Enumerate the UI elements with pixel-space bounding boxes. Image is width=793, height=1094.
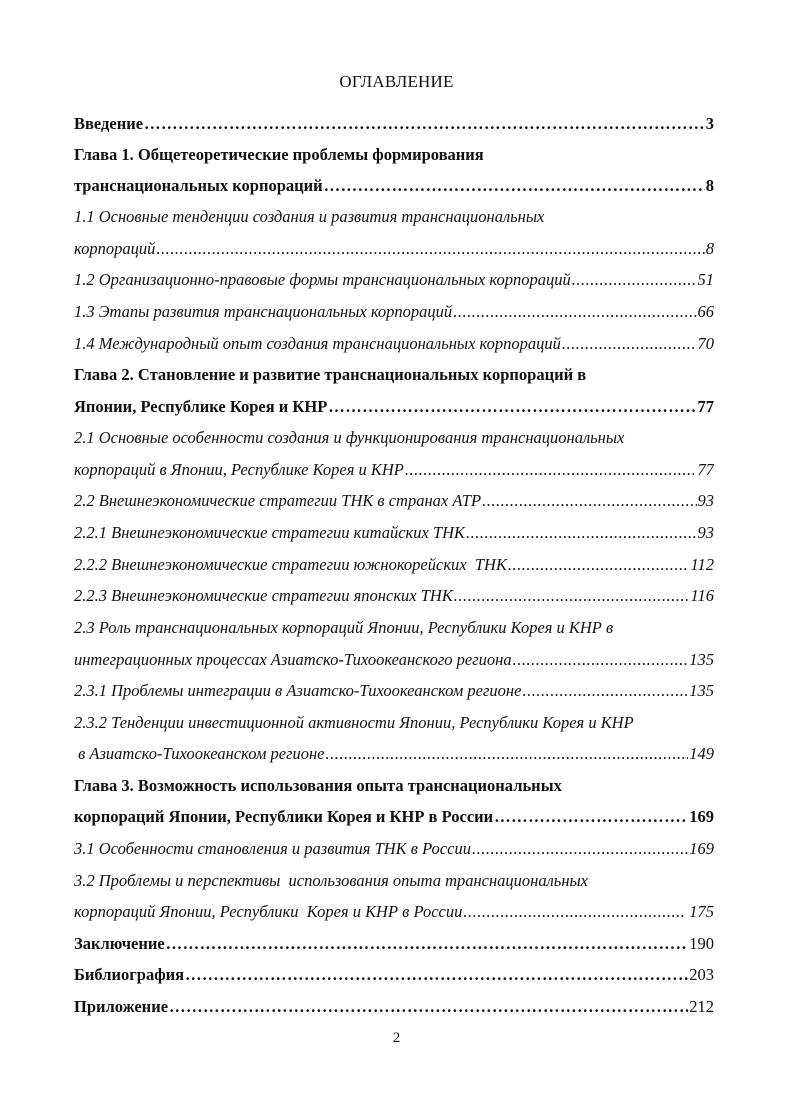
toc-label: 3.1 Особенности становления и развития ТНК в России: [74, 839, 471, 858]
toc-page: 51: [697, 270, 714, 289]
toc-label: Глава 2. Становление и развитие транснациональных корпораций в: [74, 365, 587, 384]
toc-entry-chapter-2-cont[interactable]: [74, 397, 714, 419]
toc-entry-1-3[interactable]: [74, 302, 714, 324]
toc-label: Глава 1. Общетеоретические проблемы формирования: [74, 145, 484, 164]
toc-label: интеграционных процессах Азиатско-Тихоокеанского региона: [74, 650, 512, 669]
toc-leader: [185, 965, 688, 985]
toc-page: 77: [697, 397, 714, 416]
toc-entry-bibliography[interactable]: [74, 965, 714, 987]
toc-label: 1.3 Этапы развития транснациональных корпораций: [74, 302, 453, 321]
toc-page: 169: [689, 839, 714, 858]
toc-entry-2-1[interactable]: [74, 428, 714, 450]
page-title: ОГЛАВЛЕНИЕ: [339, 72, 454, 91]
toc-label: 1.4 Международный опыт создания транснациональных корпораций: [74, 334, 561, 353]
toc-leader: [454, 586, 690, 606]
toc-leader: [169, 997, 688, 1017]
toc-page: 112: [690, 555, 714, 574]
toc-page: 169: [689, 807, 714, 826]
toc-page: 70: [697, 334, 714, 353]
toc-page: 93: [697, 491, 714, 510]
toc-leader: [562, 334, 697, 354]
toc-leader: [482, 491, 696, 511]
toc-entry-1-1[interactable]: [74, 207, 714, 229]
toc-entry-chapter-1[interactable]: [74, 145, 714, 167]
toc-page: 116: [690, 586, 714, 605]
toc-page: 135: [689, 681, 714, 700]
toc-label: 2.2.2 Внешнеэкономические стратегии южнокорейских ТНК: [74, 555, 507, 574]
toc-page: 8: [705, 239, 714, 258]
toc-page: 93: [697, 523, 714, 542]
toc-page: 66: [697, 302, 714, 321]
toc-entry-2-3-2-cont[interactable]: [74, 744, 714, 766]
toc-page: 203: [689, 965, 714, 984]
toc-label: 1.1 Основные тенденции создания и развития транснациональных: [74, 207, 545, 226]
toc-leader: [156, 239, 704, 259]
toc-entry-2-2-2[interactable]: [74, 555, 714, 577]
toc-entry-chapter-1-cont[interactable]: [74, 176, 714, 198]
toc-label: корпораций: [74, 239, 156, 258]
toc-entry-conclusion[interactable]: [74, 934, 714, 956]
toc-entry-3-2-cont[interactable]: [74, 902, 714, 924]
toc-page: 175: [685, 902, 714, 921]
toc-entry-1-2[interactable]: [74, 270, 714, 292]
toc-label: 2.2 Внешнеэкономические стратегии ТНК в странах АТР: [74, 491, 482, 510]
toc-leader: [513, 650, 689, 670]
toc-label: Глава 3. Возможность использования опыта транснациональных: [74, 776, 562, 795]
toc-entry-3-1[interactable]: [74, 839, 714, 861]
toc-leader: [326, 744, 689, 764]
toc-page: 190: [689, 934, 714, 953]
toc-entry-chapter-2[interactable]: [74, 365, 714, 387]
toc-entry-2-2[interactable]: [74, 491, 714, 513]
toc-entry-appendix[interactable]: [74, 997, 714, 1019]
toc-entry-2-3[interactable]: [74, 618, 714, 640]
toc-entry-2-3-cont[interactable]: [74, 650, 714, 672]
toc-label: 1.2 Организационно-правовые формы транснациональных корпораций: [74, 270, 571, 289]
toc-page: 77: [697, 460, 714, 479]
toc-label: Приложение: [74, 997, 169, 1016]
toc-leader: [405, 460, 697, 480]
toc-label: транснациональных корпораций: [74, 176, 323, 195]
toc-label: 3.2 Проблемы и перспективы использования опыта транснациональных: [74, 871, 588, 890]
toc-label: 2.3.2 Тенденции инвестиционной активности Японии, Республики Корея и КНР: [74, 713, 634, 732]
toc-label: в Азиатско-Тихоокеанском регионе: [74, 744, 325, 763]
toc-leader: [324, 176, 705, 196]
page-number: 2: [392, 1030, 401, 1046]
toc-label: 2.2.1 Внешнеэкономические стратегии китайских ТНК: [74, 523, 466, 542]
toc-entry-intro[interactable]: [74, 114, 714, 136]
toc-label: корпораций в Японии, Республике Корея и КНР: [74, 460, 404, 479]
toc-leader: [508, 555, 690, 575]
toc-label: 2.3 Роль транснациональных корпораций Японии, Республики Корея и КНР в: [74, 618, 614, 637]
toc-page: 212: [689, 997, 714, 1016]
toc-label: 2.2.3 Внешнеэкономические стратегии японских ТНК: [74, 586, 453, 605]
toc-label: 2.1 Основные особенности создания и функционирования транснациональных: [74, 428, 625, 447]
toc-entry-2-2-3[interactable]: [74, 586, 714, 608]
toc-label: Японии, Республике Корея и КНР: [74, 397, 328, 416]
toc-leader: [494, 807, 688, 827]
toc-leader: [166, 934, 689, 954]
toc-entry-3-2[interactable]: [74, 871, 714, 893]
toc-entry-2-1-cont[interactable]: [74, 460, 714, 482]
toc-entry-2-2-1[interactable]: [74, 523, 714, 545]
toc-leader: [144, 114, 705, 134]
toc-leader: [463, 902, 684, 922]
toc-entry-chapter-3[interactable]: [74, 776, 714, 798]
toc-entry-2-3-2[interactable]: [74, 713, 714, 735]
toc-label: корпораций Японии, Республики Корея и КНР в России: [74, 807, 494, 826]
toc-page: 149: [689, 744, 714, 763]
toc-label: Введение: [74, 114, 144, 133]
toc-page: 135: [689, 650, 714, 669]
toc-label: Библиография: [74, 965, 185, 984]
toc-label: 2.3.1 Проблемы интеграции в Азиатско-Тихоокеанском регионе: [74, 681, 522, 700]
toc-leader: [328, 397, 696, 417]
toc-leader: [522, 681, 688, 701]
toc-label: Заключение: [74, 934, 165, 953]
toc-leader: [453, 302, 696, 322]
toc-leader: [572, 270, 697, 290]
toc-leader: [466, 523, 696, 543]
toc-entry-chapter-3-cont[interactable]: [74, 807, 714, 829]
toc-leader: [472, 839, 688, 859]
toc-entry-2-3-1[interactable]: [74, 681, 714, 703]
toc-entry-1-4[interactable]: [74, 334, 714, 356]
toc-page: 3: [705, 114, 714, 133]
toc-entry-1-1-cont[interactable]: [74, 239, 714, 261]
toc-label: корпораций Японии, Республики Корея и КНР в России: [74, 902, 463, 921]
toc-page: 8: [705, 176, 714, 195]
